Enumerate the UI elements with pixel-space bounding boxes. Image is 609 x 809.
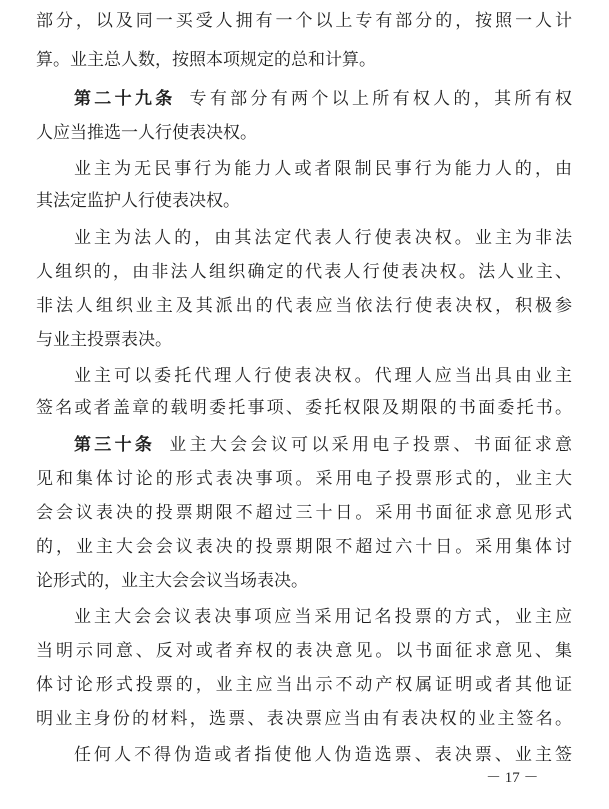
text-line bbox=[36, 291, 572, 321]
text-line bbox=[36, 532, 572, 562]
line-text: 其法定监护人行使表决权。 bbox=[36, 191, 240, 211]
line-text: 业主为法人的，由其法定代表人行使表决权。业主为非法 bbox=[74, 228, 572, 248]
text-line bbox=[36, 670, 572, 700]
line-text: 会会议表决的投票期限不超过三十日。采用书面征求意见形式 bbox=[36, 503, 572, 523]
line-text: 任何人不得伪造或者指使他人伪造选票、表决票、业主签 bbox=[74, 745, 572, 765]
line-text: 见和集体讨论的形式表决事项。采用电子投票形式的，业主大 bbox=[36, 469, 572, 489]
line-text: 业主可以委托代理人行使表决权。代理人应当出具由业主 bbox=[74, 366, 572, 386]
text-line bbox=[36, 704, 572, 734]
text-line bbox=[36, 186, 572, 216]
line-text: 业主大会会议表决事项应当采用记名投票的方式，业主应 bbox=[74, 607, 572, 627]
line-text: 人组织的，由非法人组织确定的代表人行使表决权。法人业主、 bbox=[36, 262, 572, 282]
line-text: 签名或者盖章的载明委托事项、委托权限及期限的书面委托书。 bbox=[36, 398, 572, 418]
text-line bbox=[36, 257, 572, 287]
line-text: 算。业主总人数，按照本项规定的总和计算。 bbox=[36, 50, 376, 70]
line-text: 部分，以及同一买受人拥有一个以上专有部分的，按照一人计 bbox=[36, 11, 572, 31]
article-number: 第二十九条 bbox=[74, 89, 176, 109]
line-text: 明业主身份的材料，选票、表决票应当由有表决权的业主签名。 bbox=[36, 709, 572, 729]
line-text: 当明示同意、反对或者弃权的表决意见。以书面征求意见、集 bbox=[36, 641, 572, 661]
line-text: 业主大会会议可以采用电子投票、书面征求意 bbox=[169, 435, 573, 455]
article-30-heading-line bbox=[74, 430, 572, 460]
line-text: 业主为无民事行为能力人或者限制民事行为能力人的，由 bbox=[74, 159, 572, 179]
text-line bbox=[36, 6, 572, 36]
line-text: 与业主投票表决。 bbox=[36, 330, 172, 350]
line-text: 体讨论形式投票的，业主应当出示不动产权属证明或者其他证 bbox=[36, 675, 572, 695]
text-line bbox=[36, 393, 572, 423]
text-line bbox=[36, 118, 572, 148]
line-text: 人应当推选一人行使表决权。 bbox=[36, 123, 257, 143]
article-29-heading-line bbox=[74, 84, 572, 114]
article-number: 第三十条 bbox=[74, 435, 156, 455]
line-text: 论形式的，业主大会会议当场表决。 bbox=[36, 571, 308, 591]
text-line bbox=[36, 636, 572, 666]
text-line bbox=[74, 361, 572, 391]
text-line bbox=[36, 498, 572, 528]
text-line bbox=[36, 566, 572, 596]
text-line bbox=[36, 464, 572, 494]
text-line bbox=[74, 223, 572, 253]
text-line bbox=[36, 45, 572, 75]
text-line bbox=[36, 325, 572, 355]
text-line bbox=[74, 602, 572, 632]
line-text: 非法人组织业主及其派出的代表应当依法行使表决权，积极参 bbox=[36, 296, 572, 316]
page-number: － 17 － bbox=[486, 770, 539, 786]
line-text: 的，业主大会会议表决的投票期限不超过六十日。采用集体讨 bbox=[36, 537, 572, 557]
text-line bbox=[74, 154, 572, 184]
line-text: 专有部分有两个以上所有权人的，其所有权 bbox=[189, 89, 573, 109]
